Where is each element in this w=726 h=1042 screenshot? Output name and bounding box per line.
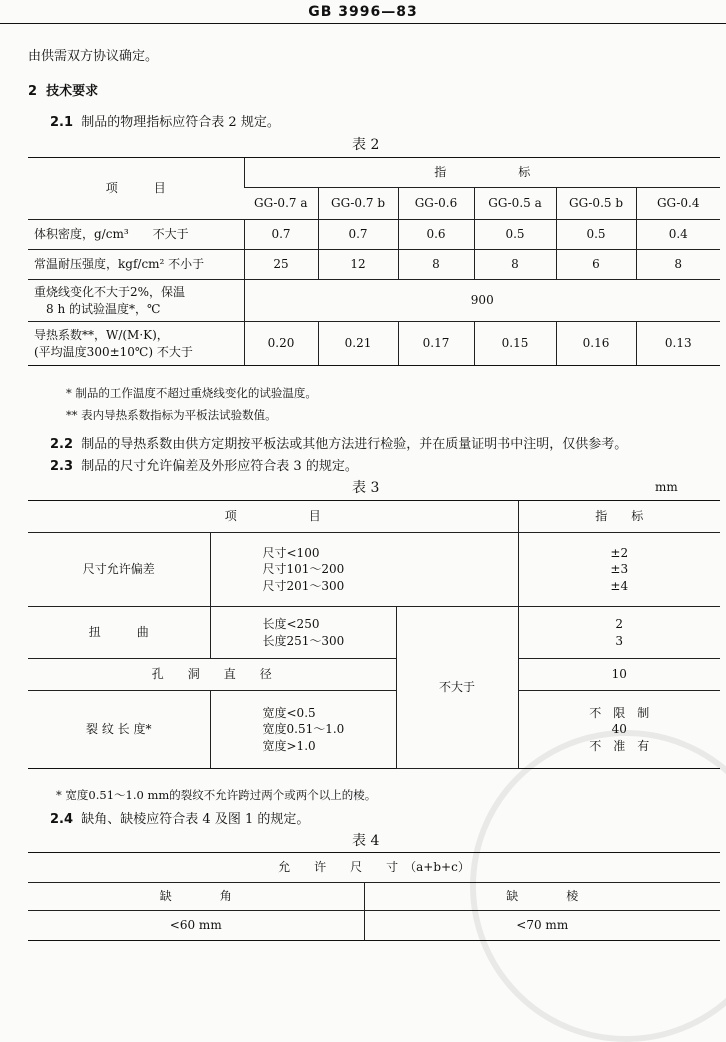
cell-value: 900 [244, 280, 720, 322]
standard-header: GB 3996—83 [308, 4, 418, 20]
clause-number: 2.3 [50, 459, 74, 474]
cell-value: 8 [474, 250, 556, 280]
cell-value: 40 [611, 722, 627, 737]
header-rule [0, 23, 726, 24]
table-2 [28, 157, 720, 366]
cell-value: 25 [244, 250, 318, 280]
row-label: 体积密度，g/cm³ 不大于 [28, 220, 244, 250]
table-row [28, 250, 720, 280]
row-specs [210, 607, 396, 659]
grade-header: GG-0.7 a [244, 188, 318, 220]
cell-value: <60 mm [28, 911, 364, 941]
clause-text: 制品的物理指标应符合表 2 规定。 [81, 115, 280, 130]
row-label: 裂 纹 长 度* [28, 691, 210, 769]
table3-caption: 表 3 [352, 480, 380, 496]
row-specs [210, 533, 518, 607]
spec-line: 尺寸<100 [262, 546, 320, 561]
table-row [28, 322, 720, 366]
row-label: 常温耐压强度，kgf/cm² 不小于 [28, 250, 244, 280]
cell-value: <70 mm [364, 911, 720, 941]
table-row [28, 607, 720, 659]
row-label-line: 重烧线变化不大于2%，保温 [34, 285, 186, 300]
footnote: * 宽度0.51～1.0 mm的裂纹不允许跨过两个或两个以上的棱。 [56, 788, 377, 802]
cell-value: ±2 [610, 546, 629, 561]
cell-value: 0.7 [318, 220, 398, 250]
grade-header: GG-0.4 [636, 188, 720, 220]
cell-value: 0.13 [636, 322, 720, 366]
row-label-line: (平均温度300±10℃) 不大于 [34, 344, 193, 359]
spec-line: 尺寸101～200 [262, 562, 345, 577]
row-label-line: 8 h 的试验温度*，℃ [46, 301, 161, 316]
clause-number: 2.2 [50, 437, 74, 452]
clause-text: 制品的导热系数由供方定期按平板法或其他方法进行检验，并在质量证明书中注明，仅供参考。 [81, 437, 628, 452]
cell-value: 0.5 [474, 220, 556, 250]
clause-2-2 [50, 433, 627, 452]
section-title: 技术要求 [46, 84, 99, 99]
spec-line: 长度251～300 [262, 633, 345, 648]
row-label [28, 322, 244, 366]
intro-line: 由供需双方协议确定。 [28, 49, 159, 64]
cell-value: 0.16 [556, 322, 636, 366]
row-values [518, 607, 720, 659]
table2-index-header: 指 标 [244, 158, 720, 188]
cell-value: 0.20 [244, 322, 318, 366]
spec-line: 长度<250 [262, 617, 320, 632]
cell-value: 2 [615, 617, 624, 632]
row-specs [210, 691, 396, 769]
cell-value: ±3 [610, 562, 629, 577]
cell-value: 0.4 [636, 220, 720, 250]
table-row [28, 220, 720, 250]
cell-value: 6 [556, 250, 636, 280]
spec-line: 宽度0.51～1.0 [262, 722, 345, 737]
row-label: 扭 曲 [28, 607, 210, 659]
cell-value: 10 [518, 659, 720, 691]
spec-line: 宽度<0.5 [262, 706, 316, 721]
clause-2-1 [50, 111, 280, 130]
cell-value: 0.17 [398, 322, 474, 366]
not-exceed-cell: 不大于 [396, 607, 518, 769]
cell-value: 不 准 有 [589, 738, 650, 753]
spec-line: 宽度>1.0 [262, 738, 316, 753]
table2-item-header: 项 目 [28, 158, 244, 220]
cell-value: 3 [615, 633, 624, 648]
table-row [28, 280, 720, 322]
clause-2-4 [50, 808, 309, 827]
row-values [518, 533, 720, 607]
clause-number: 2.4 [50, 812, 74, 827]
section-2-heading [28, 80, 98, 99]
cell-value: 0.15 [474, 322, 556, 366]
cell-value: 8 [636, 250, 720, 280]
cell-value: 0.5 [556, 220, 636, 250]
table3-unit: mm [655, 480, 678, 494]
clause-text: 缺角、缺棱应符合表 4 及图 1 的规定。 [81, 812, 310, 827]
cell-value: 0.7 [244, 220, 318, 250]
cell-value: ±4 [610, 578, 629, 593]
cell-value: 0.21 [318, 322, 398, 366]
grade-header: GG-0.6 [398, 188, 474, 220]
cell-value: 12 [318, 250, 398, 280]
grade-header: GG-0.5 a [474, 188, 556, 220]
watermark-seal [470, 730, 726, 1042]
footnote: * 制品的工作温度不超过重烧线变化的试验温度。 [66, 386, 317, 400]
grade-header: GG-0.5 b [556, 188, 636, 220]
table4-header: 允 许 尺 寸 （a+b+c） [28, 853, 720, 883]
cell-value: 0.6 [398, 220, 474, 250]
row-label: 尺寸允许偏差 [28, 533, 210, 607]
table-3 [28, 500, 720, 769]
section-number: 2 [28, 84, 38, 99]
table4-caption: 表 4 [352, 833, 380, 849]
table4-col-header: 缺 角 [28, 883, 364, 911]
table3-index-header: 指 标 [518, 501, 720, 533]
row-label [28, 280, 244, 322]
clause-2-3 [50, 455, 358, 474]
spec-line: 尺寸201～300 [262, 578, 345, 593]
table2-caption: 表 2 [352, 137, 380, 153]
table4-col-header: 缺 棱 [364, 883, 720, 911]
footnote: ** 表内导热系数指标为平板法试验数值。 [66, 408, 277, 422]
table-row [28, 659, 720, 691]
clause-text: 制品的尺寸允许偏差及外形应符合表 3 的规定。 [81, 459, 358, 474]
cell-value: 不 限 制 [589, 706, 650, 721]
clause-number: 2.1 [50, 115, 74, 130]
grade-header: GG-0.7 b [318, 188, 398, 220]
cell-value: 8 [398, 250, 474, 280]
row-label: 孔 洞 直 径 [28, 659, 396, 691]
table3-item-header: 项 目 [28, 501, 518, 533]
table-row [28, 533, 720, 607]
row-label-line: 导热系数**，W/(M·K)， [34, 328, 169, 343]
